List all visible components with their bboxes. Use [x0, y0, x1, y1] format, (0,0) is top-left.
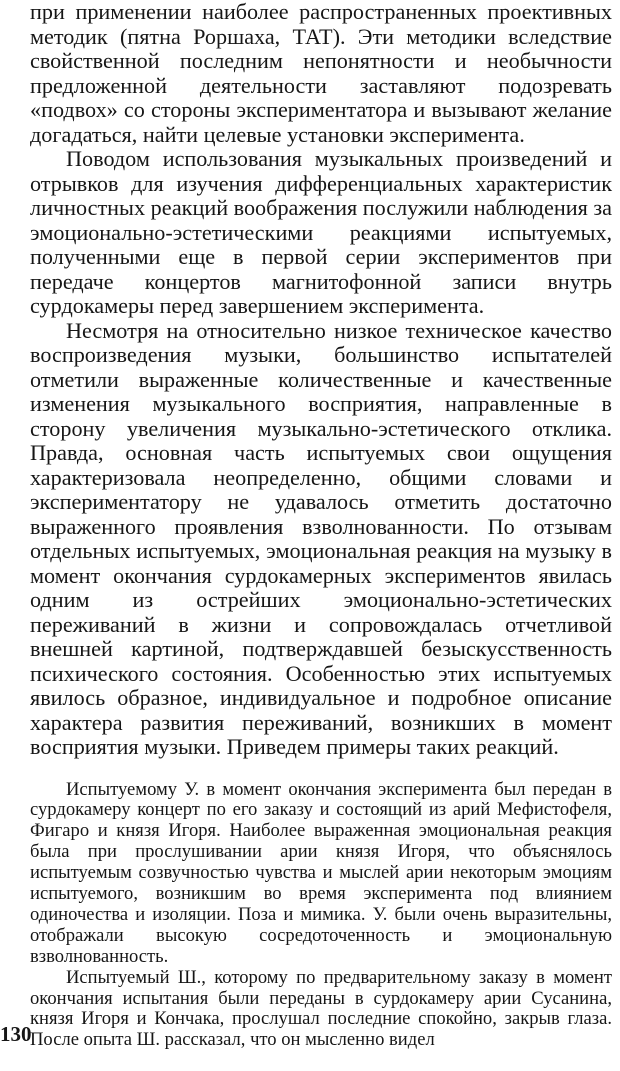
paragraph: Несмотря на относительно низкое техническое качество воспроизведения музыки, большинство испытателей отметили выраженные количественные и качественные изменения музыкального восприятия, направленные в сторону увеличения музыкально-эстетического отклика. Правда, основная часть испытуемых свои ощущения характеризовала неопределенно, общими словами и экспериментатору не удавалось отметить достаточно выраженного проявления взволнованности. По отзывам отдельных испытуемых, эмоциональная реакция на музыку в момент окончания сурдокамерных экспериментов явилась одним из острейших эмоционально-эстетических переживаний в жизни и сопровождалась отчетливой внешней картиной, подтверждавшей безыскусственность психического состояния. Особенностью этих испытуемых явилось образное, индивидуальное и подробное описание характера развития переживаний, возникших в момент восприятия музыки. Приведем примеры таких реакций. [30, 317, 612, 759]
paragraph: Испытуемый Ш., которому по предварительному заказу в момент окончания испытания были переданы в сурдокамеру арии Сусанина, князя Игоря и Кончака, прослушал последние спокойно, закрыв глаза. После опыта Ш. рассказал, что он мысленно видел [30, 966, 612, 1051]
paragraph: при применении наиболее распространенных проективных методик (пятна Роршаха, ТАТ). Эти методики вследствие свойственной последним непонятности и необычности предложенной деятельности заставляют подозревать «подвох» со стороны экспериментатора и вызывают желание догадаться, найти целевые установки эксперимента. [30, 0, 612, 147]
main-text [30, 0, 612, 760]
paragraph: Испытуемому У. в момент окончания эксперимента был передан в сурдокамеру концерт по его заказу и состоящий из арий Мефистофеля, Фигаро и князя Игоря. Наиболее выраженная эмоциональная реакция была при прослушивании арии князя Игоря, что объяснялось испытуемым созвучностью чувства и мыслей арии некоторым эмоциям испытуемого, возникшим во время эксперимента под влиянием одиночества и изоляции. Поза и мимика. У. были очень выразительны, отображали высокую сосредоточенность и эмоциональную взволнованность. [30, 778, 612, 967]
small-print-text [30, 780, 612, 1052]
page-number: 130 [0, 1022, 32, 1046]
book-page [30, 0, 612, 1051]
paragraph: Поводом использования музыкальных произведений и отрывков для изучения дифференциальных характеристик личностных реакций воображения послужили наблюдения за эмоционально-эстетическими реакциями испытуемых, полученными еще в первой серии экспериментов при передаче концертов магнитофонной записи внутрь сурдокамеры перед завершением эксперимента. [30, 146, 612, 318]
